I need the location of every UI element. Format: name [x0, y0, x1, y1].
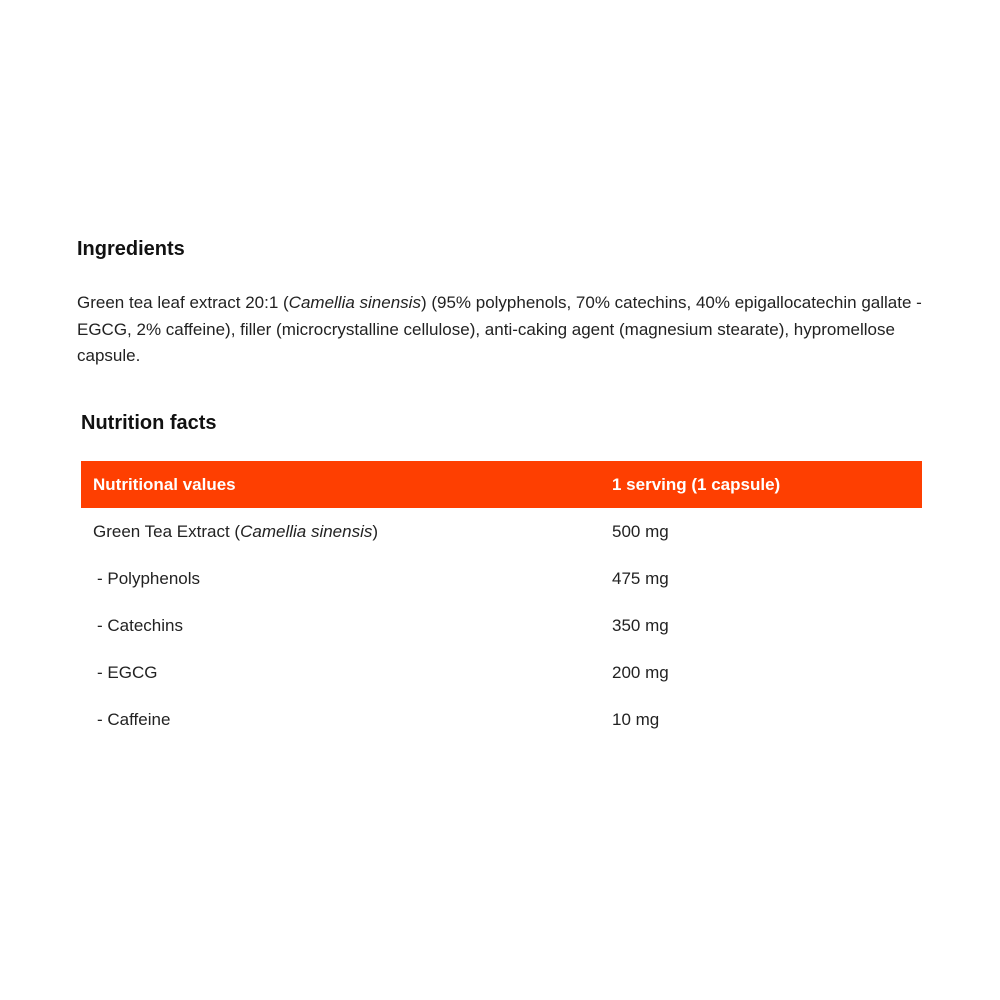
ingredients-latin-name: Camellia sinensis: [288, 293, 421, 312]
table-row: [81, 508, 922, 555]
table-row: [81, 555, 922, 602]
nutrient-name: [81, 508, 600, 555]
column-header-serving: 1 serving (1 capsule): [600, 461, 922, 508]
nutrient-name-end: ): [372, 521, 379, 541]
nutrient-name: - Catechins: [97, 615, 183, 635]
nutrient-name-start: Green Tea Extract (: [93, 521, 241, 541]
table-row: [81, 602, 922, 649]
nutrition-table: [81, 461, 922, 743]
nutrition-facts-heading: Nutrition facts: [81, 412, 217, 434]
nutrient-amount: 350 mg: [612, 615, 669, 635]
ingredients-text: [77, 290, 927, 370]
column-header-nutritional-values: Nutritional values: [81, 461, 600, 508]
ingredients-text-end: ) (95% polyphenols, 70% catechins, 40% epigallocatechin gallate - EGCG, 2% caffeine), filler (microcrystalline cellulose), anti-caking agent (magnesium stearate), hypromellose capsule.: [77, 293, 922, 365]
nutrient-amount: 200 mg: [612, 662, 669, 682]
table-row: [81, 696, 922, 743]
nutrient-amount: 500 mg: [612, 521, 669, 541]
nutrition-table-header-row: [81, 461, 922, 508]
nutrient-name: - Polyphenols: [97, 568, 201, 588]
nutrient-amount: 10 mg: [612, 709, 660, 729]
nutrient-name: - Caffeine: [97, 709, 171, 729]
nutrient-name: - EGCG: [97, 662, 158, 682]
nutrient-latin-name: Camellia sinensis: [240, 521, 373, 541]
table-row: [81, 649, 922, 696]
nutrient-amount: 475 mg: [612, 568, 669, 588]
ingredients-text-start: Green tea leaf extract 20:1 (: [77, 293, 289, 312]
ingredients-heading: Ingredients: [77, 238, 185, 260]
